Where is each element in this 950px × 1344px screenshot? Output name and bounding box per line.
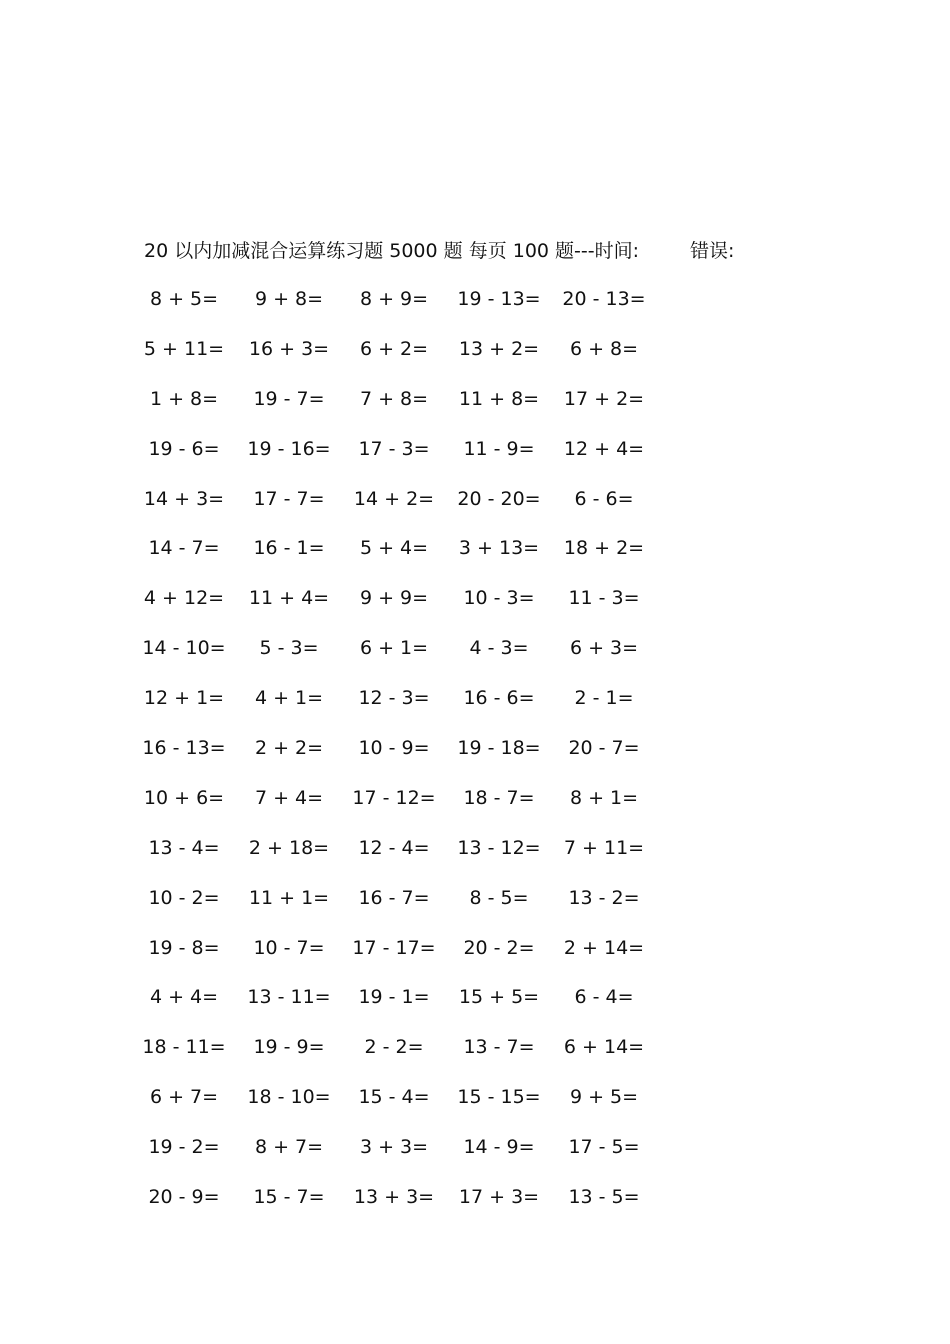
problem-row (0, 982, 950, 1032)
problem-row (0, 1082, 950, 1132)
problem-row (0, 683, 950, 733)
math-problem: 16 - 13= (142, 737, 226, 760)
math-problem: 18 - 10= (247, 1086, 331, 1109)
math-problem: 5 + 11= (143, 337, 225, 360)
math-problem: 8 + 9= (359, 288, 429, 310)
problem-row (0, 783, 950, 833)
math-problem: 19 - 6= (148, 437, 220, 460)
math-problem: 2 + 18= (248, 836, 330, 859)
problem-row (0, 284, 950, 334)
worksheet-title: 20 以内加减混合运算练习题 5000 题 每页 100 题---时间: (144, 240, 640, 262)
math-problem: 4 + 1= (254, 687, 324, 710)
math-problem: 2 + 2= (254, 737, 324, 760)
math-problem: 15 - 7= (253, 1186, 325, 1209)
problem-row (0, 533, 950, 583)
math-problem: 6 + 7= (149, 1086, 219, 1109)
errors-label: 错误: (690, 240, 735, 262)
math-problem: 13 - 4= (148, 836, 220, 859)
math-problem: 8 + 5= (149, 288, 219, 310)
math-problem: 7 + 4= (254, 786, 324, 809)
math-problem: 8 + 7= (254, 1136, 324, 1159)
problem-row (0, 334, 950, 384)
math-problem: 14 - 10= (142, 637, 226, 660)
math-problem: 14 - 7= (148, 537, 220, 560)
math-problem: 10 - 3= (463, 587, 535, 610)
math-problem: 15 + 5= (458, 986, 540, 1009)
math-problem: 14 - 9= (463, 1136, 535, 1159)
worksheet-header (0, 236, 950, 266)
math-problem: 12 + 1= (143, 687, 225, 710)
math-problem: 6 + 8= (569, 337, 639, 360)
math-problem: 7 + 11= (563, 836, 645, 859)
math-problem: 18 + 2= (563, 537, 645, 560)
math-problem: 17 - 5= (568, 1136, 640, 1159)
math-problem: 6 + 14= (563, 1036, 645, 1059)
math-problem: 13 - 5= (568, 1186, 640, 1209)
problem-row (0, 933, 950, 983)
math-problem: 2 + 14= (563, 936, 645, 959)
math-problem: 13 - 12= (457, 836, 541, 859)
math-problem: 9 + 8= (254, 288, 324, 310)
math-problem: 3 + 3= (359, 1136, 429, 1159)
math-problem: 14 + 2= (353, 487, 435, 510)
problem-row (0, 1132, 950, 1182)
math-problem: 11 - 3= (568, 587, 640, 610)
math-problem: 19 - 8= (148, 936, 220, 959)
math-problem: 7 + 8= (359, 387, 429, 410)
math-problem: 19 - 7= (253, 387, 325, 410)
math-problem: 11 + 1= (248, 886, 330, 909)
math-problem: 19 - 16= (247, 437, 331, 460)
math-problem: 20 - 20= (457, 487, 541, 510)
problem-row (0, 583, 950, 633)
problem-row (0, 833, 950, 883)
math-problem: 6 + 1= (359, 637, 429, 660)
math-problem: 10 - 2= (148, 886, 220, 909)
problem-row (0, 1182, 950, 1232)
math-problem: 5 + 4= (359, 537, 429, 560)
math-problem: 17 - 7= (253, 487, 325, 510)
math-problem: 9 + 9= (359, 587, 429, 610)
problem-grid (0, 284, 950, 1232)
math-problem: 6 + 2= (359, 337, 429, 360)
math-problem: 4 + 12= (143, 587, 225, 610)
math-problem: 19 - 2= (148, 1136, 220, 1159)
problem-row (0, 733, 950, 783)
problem-row (0, 484, 950, 534)
math-problem: 2 - 1= (574, 687, 634, 710)
math-problem: 6 - 6= (574, 487, 634, 510)
math-problem: 17 - 17= (352, 936, 436, 959)
math-problem: 16 + 3= (248, 337, 330, 360)
math-problem: 17 + 3= (458, 1186, 540, 1209)
math-problem: 18 - 11= (142, 1036, 226, 1059)
math-problem: 4 + 4= (149, 986, 219, 1009)
math-problem: 10 + 6= (143, 786, 225, 809)
math-problem: 8 + 1= (569, 786, 639, 809)
problem-row (0, 1032, 950, 1082)
math-problem: 12 - 3= (358, 687, 430, 710)
problem-row (0, 384, 950, 434)
math-problem: 19 - 1= (358, 986, 430, 1009)
math-problem: 9 + 5= (569, 1086, 639, 1109)
math-problem: 13 - 2= (568, 886, 640, 909)
math-problem: 16 - 7= (358, 886, 430, 909)
math-problem: 12 - 4= (358, 836, 430, 859)
math-problem: 3 + 13= (458, 537, 540, 560)
math-problem: 20 - 13= (562, 288, 646, 310)
math-problem: 6 + 3= (569, 637, 639, 660)
math-problem: 16 - 1= (253, 537, 325, 560)
math-problem: 14 + 3= (143, 487, 225, 510)
math-problem: 13 - 7= (463, 1036, 535, 1059)
math-problem: 20 - 9= (148, 1186, 220, 1209)
math-problem: 13 - 11= (247, 986, 331, 1009)
math-problem: 17 + 2= (563, 387, 645, 410)
math-problem: 12 + 4= (563, 437, 645, 460)
math-problem: 19 - 13= (457, 288, 541, 310)
math-problem: 17 - 3= (358, 437, 430, 460)
math-problem: 16 - 6= (463, 687, 535, 710)
math-problem: 11 - 9= (463, 437, 535, 460)
problem-row (0, 883, 950, 933)
math-problem: 13 + 2= (458, 337, 540, 360)
math-problem: 11 + 4= (248, 587, 330, 610)
math-problem: 19 - 18= (457, 737, 541, 760)
math-problem: 2 - 2= (364, 1036, 424, 1059)
math-problem: 4 - 3= (469, 637, 529, 660)
math-problem: 19 - 9= (253, 1036, 325, 1059)
math-problem: 10 - 7= (253, 936, 325, 959)
math-problem: 20 - 2= (463, 936, 535, 959)
math-problem: 10 - 9= (358, 737, 430, 760)
math-problem: 11 + 8= (458, 387, 540, 410)
math-problem: 6 - 4= (574, 986, 634, 1009)
math-problem: 13 + 3= (353, 1186, 435, 1209)
problem-row (0, 434, 950, 484)
math-problem: 15 - 4= (358, 1086, 430, 1109)
math-problem: 8 - 5= (469, 886, 529, 909)
problem-row (0, 633, 950, 683)
math-problem: 15 - 15= (457, 1086, 541, 1109)
math-problem: 17 - 12= (352, 786, 436, 809)
math-problem: 1 + 8= (149, 387, 219, 410)
math-problem: 18 - 7= (463, 786, 535, 809)
math-problem: 20 - 7= (568, 737, 640, 760)
math-problem: 5 - 3= (259, 637, 319, 660)
